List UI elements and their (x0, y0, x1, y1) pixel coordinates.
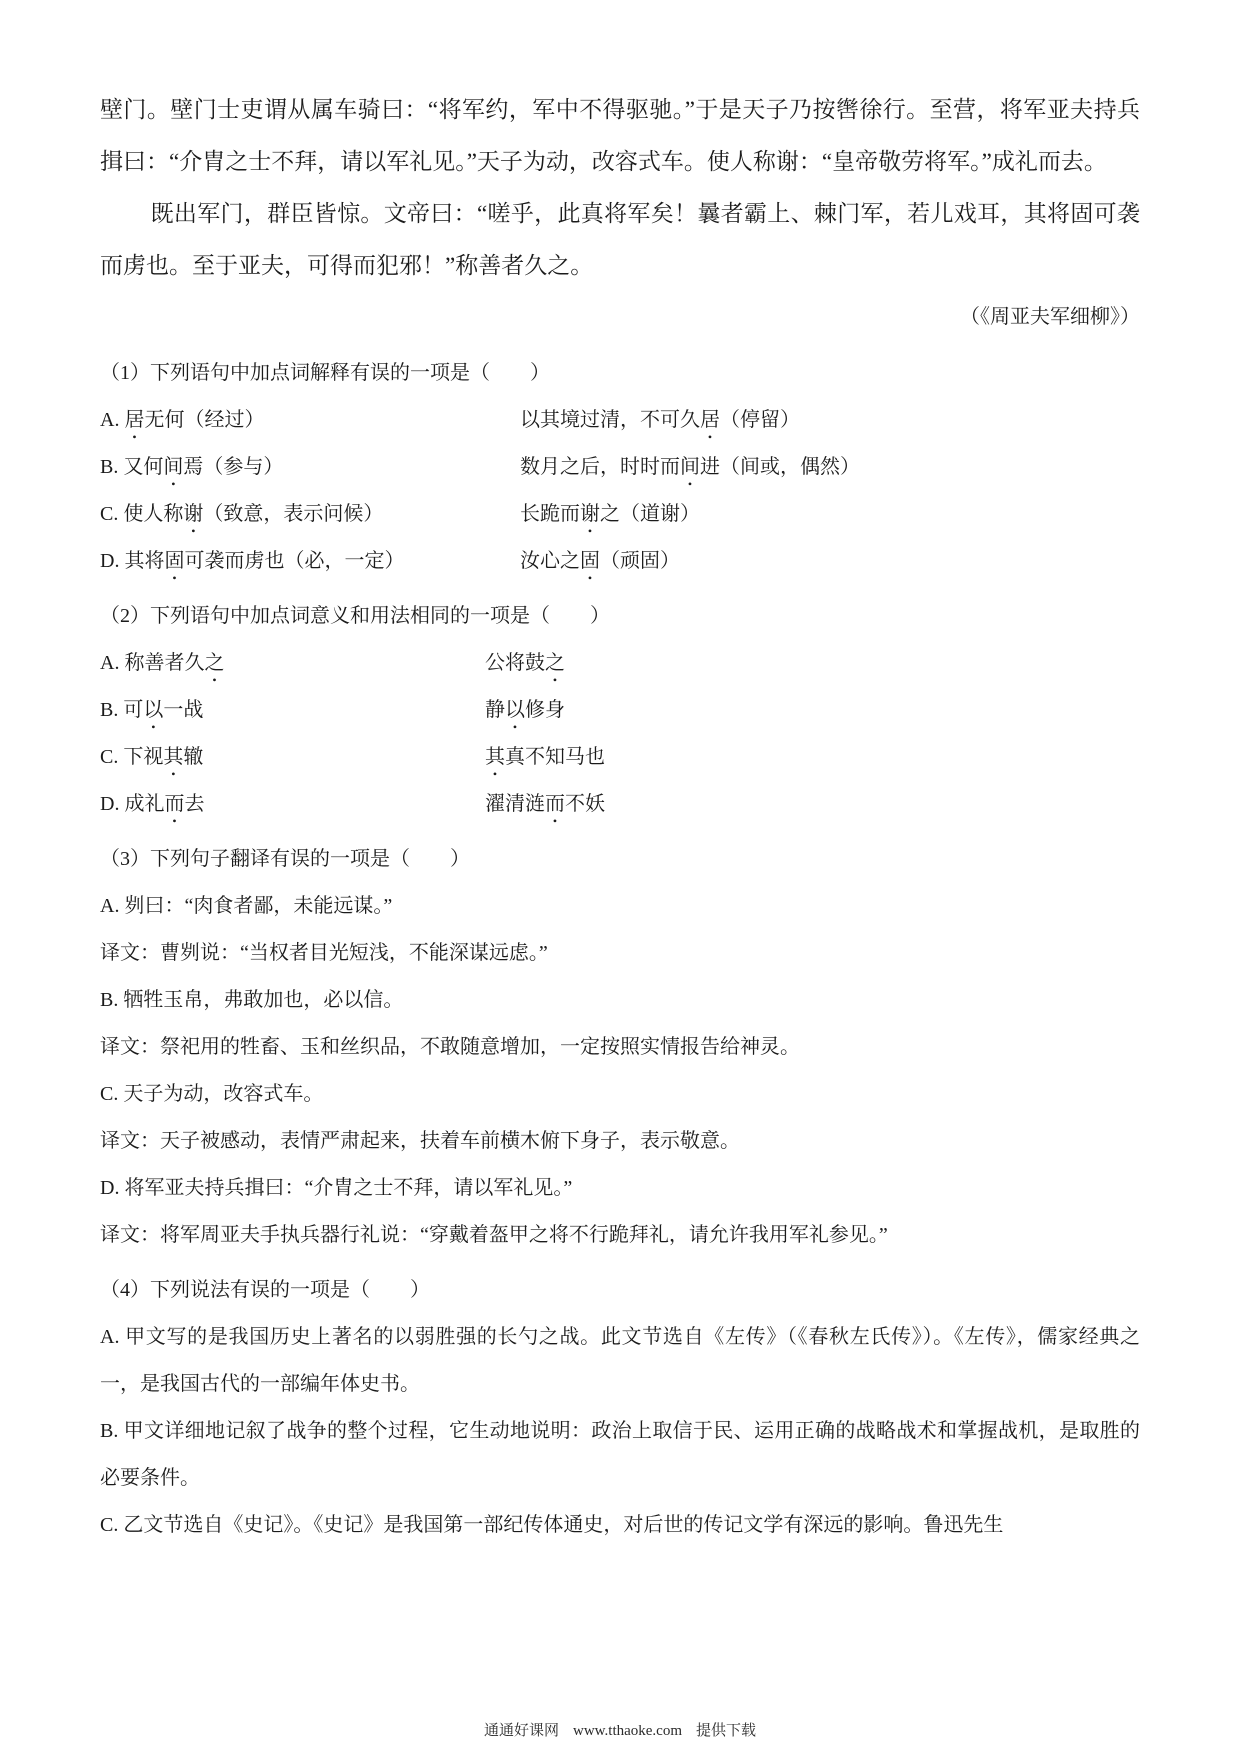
question-4-option-b: B. 甲文详细地记叙了战争的整个过程，它生动地说明：政治上取信于民、运用正确的战略战术和掌握战机，是取胜的必要条件。 (100, 1420, 1140, 1489)
footer-site-name: 通通好课网 (483, 1723, 559, 1739)
question-3-option-b-translation: 译文：祭祀用的牲畜、玉和丝织品，不敢随意增加，一定按照实情报告给神灵。 (100, 1036, 800, 1058)
question-3-option-d-translation: 译文：将军周亚夫手执兵器行礼说：“穿戴着盔甲之将不行跪拜礼，请允许我用军礼参见。” (100, 1224, 888, 1246)
question-1-option-c (100, 491, 1140, 538)
question-2-option-c-right: 其真不知马也 (485, 734, 1140, 781)
question-4 (100, 1267, 1140, 1549)
emphasis-dot-char: 居 (124, 409, 145, 431)
emphasis-dot-char: 居 (700, 409, 720, 431)
question-1-option-d-left: D. 其将固可袭而虏也（必，一定） (100, 538, 520, 585)
question-2-option-a (100, 640, 1140, 687)
emphasis-dot-char: 间 (680, 456, 700, 478)
emphasis-dot-char: 其 (485, 746, 505, 768)
question-3-option-a-translation: 译文：曹刿说：“当权者目光短浅，不能深谋远虑。” (100, 942, 548, 964)
page-footer (0, 1719, 1240, 1740)
question-2-option-d (100, 781, 1140, 828)
emphasis-dot-char: 而 (164, 793, 185, 815)
question-2-option-a-left: A. 称善者久之 (100, 640, 485, 687)
emphasis-dot-char: 谢 (580, 503, 600, 525)
question-1-option-b-right: 数月之后，时时而间进（间或，偶然） (520, 444, 1140, 491)
emphasis-dot-char: 而 (545, 793, 565, 815)
question-2-option-c (100, 734, 1140, 781)
question-4-option-a: A. 甲文写的是我国历史上著名的以弱胜强的长勺之战。此文节选自《左传》（《春秋左氏传》）。《左传》，儒家经典之一，是我国古代的一部编年体史书。 (100, 1326, 1140, 1395)
passage-source: （《周亚夫军细柳》） (960, 306, 1140, 328)
emphasis-dot-char: 其 (163, 746, 184, 768)
question-2-option-a-right: 公将鼓之 (485, 640, 1140, 687)
passage-paragraph-2: 既出军门，群臣皆惊。文帝曰：“嗟乎，此真将军矣！曩者霸上、棘门军，若儿戏耳，其将固可袭而虏也。至于亚夫，可得而犯邪！”称善者久之。 (100, 201, 1140, 278)
question-1-option-d-right: 汝心之固（顽固） (520, 538, 1140, 585)
question-1-option-d (100, 538, 1140, 585)
question-2-option-d-right: 濯清涟而不妖 (485, 781, 1140, 828)
question-2-option-b (100, 687, 1140, 734)
footer-url: www.tthaoke.com (573, 1723, 682, 1739)
emphasis-dot-char: 以 (143, 699, 164, 721)
question-3-option-c-sentence: C. 天子为动，改容式车。 (100, 1083, 324, 1105)
question-1-option-b (100, 444, 1140, 491)
question-2-option-b-left: B. 可以一战 (100, 687, 485, 734)
question-3-option-b-sentence: B. 牺牲玉帛，弗敢加也，必以信。 (100, 989, 404, 1011)
question-2-option-d-left: D. 成礼而去 (100, 781, 485, 828)
question-3-prompt: （3）下列句子翻译有误的一项是（ ） (100, 848, 470, 870)
question-3-option-a-sentence: A. 刿曰：“肉食者鄙，未能远谋。” (100, 895, 393, 917)
passage-paragraph-1: 壁门。壁门士吏谓从属车骑曰：“将军约，军中不得驱驰。”于是天子乃按辔徐行。至营，将军亚夫持兵揖曰：“介胄之士不拜，请以军礼见。”天子为动，改容式车。使人称谢：“皇帝敬劳将军。”成礼而去。 (100, 97, 1140, 174)
question-4-option-c: C. 乙文节选自《史记》。《史记》是我国第一部纪传体通史，对后世的传记文学有深远的影响。鲁迅先生 (100, 1514, 1004, 1536)
question-3-option-c-translation: 译文：天子被感动，表情严肃起来，扶着车前横木俯下身子，表示敬意。 (100, 1130, 740, 1152)
question-1-option-a (100, 397, 1140, 444)
question-3 (100, 836, 1140, 1259)
question-2 (100, 593, 1140, 828)
question-1 (100, 350, 1140, 585)
emphasis-dot-char: 之 (545, 652, 565, 674)
question-1-option-a-right: 以其境过清，不可久居（停留） (520, 397, 1140, 444)
question-1-prompt: （1）下列语句中加点词解释有误的一项是（ ） (100, 362, 550, 384)
question-1-option-c-left: C. 使人称谢（致意，表示问候） (100, 491, 520, 538)
question-2-option-c-left: C. 下视其辙 (100, 734, 485, 781)
question-4-prompt: （4）下列说法有误的一项是（ ） (100, 1279, 430, 1301)
question-1-option-b-left: B. 又何间焉（参与） (100, 444, 520, 491)
footer-suffix: 提供下载 (696, 1723, 757, 1739)
question-2-prompt: （2）下列语句中加点词意义和用法相同的一项是（ ） (100, 605, 610, 627)
emphasis-dot-char: 间 (163, 456, 184, 478)
question-1-option-c-right: 长跪而谢之（道谢） (520, 491, 1140, 538)
emphasis-dot-char: 固 (580, 550, 600, 572)
question-1-option-a-left: A. 居无何（经过） (100, 397, 520, 444)
question-2-option-b-right: 静以修身 (485, 687, 1140, 734)
emphasis-dot-char: 之 (204, 652, 225, 674)
emphasis-dot-char: 以 (505, 699, 525, 721)
question-3-option-d-sentence: D. 将军亚夫持兵揖曰：“介胄之士不拜，请以军礼见。” (100, 1177, 573, 1199)
emphasis-dot-char: 固 (164, 550, 185, 572)
emphasis-dot-char: 谢 (183, 503, 204, 525)
passage-section (100, 84, 1140, 342)
